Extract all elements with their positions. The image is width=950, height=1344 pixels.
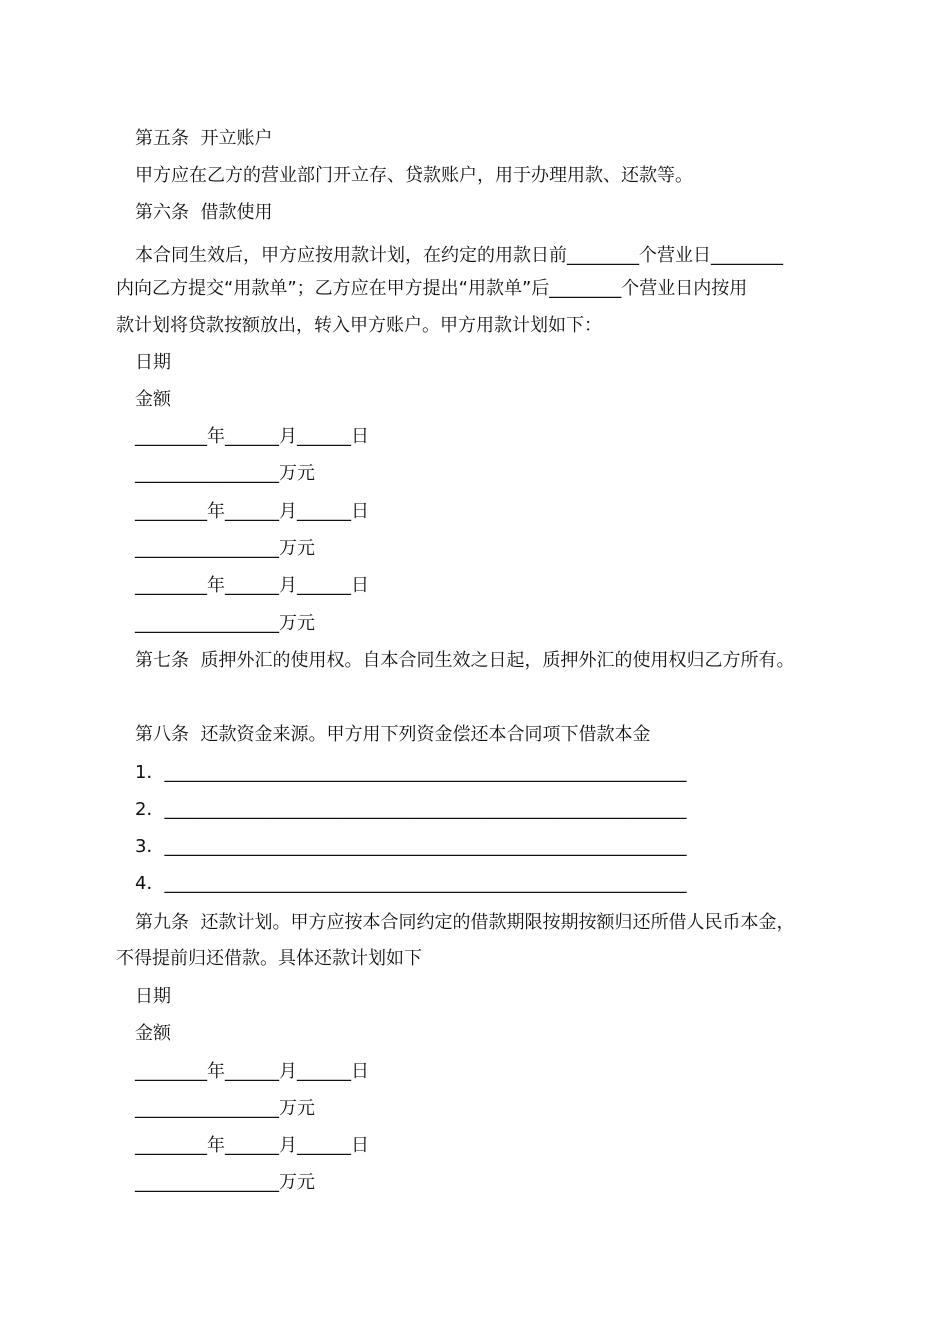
plan1-date-label: 日期 (135, 352, 171, 373)
plan2-row-date-1: ________年______月______日 (135, 1061, 369, 1082)
article-8-item-1: 1．__________________________________________________________ (135, 762, 687, 783)
article-9-line-2: 不得提前归还借款。具体还款计划如下 (116, 948, 422, 969)
article-5-body: 甲方应在乙方的营业部门开立存、贷款账户，用于办理用款、还款等。 (135, 165, 693, 186)
plan1-row-amount-3: ________________万元 (135, 613, 315, 634)
plan2-row-date-2: ________年______月______日 (135, 1135, 369, 1156)
article-6-title: 第六条 借款使用 (135, 202, 273, 223)
article-8-item-2: 2．__________________________________________________________ (135, 799, 687, 820)
article-8-item-4: 4．__________________________________________________________ (135, 873, 687, 894)
article-9-line-1: 第九条 还款计划。甲方应按本合同约定的借款期限按期按额归还所借人民币本金， (135, 912, 795, 933)
plan1-row-amount-2: ________________万元 (135, 538, 315, 559)
plan1-row-date-1: ________年______月______日 (135, 426, 369, 447)
article-8-item-3: 3．__________________________________________________________ (135, 836, 687, 857)
plan1-row-amount-1: ________________万元 (135, 463, 315, 484)
plan2-row-amount-1: ________________万元 (135, 1098, 315, 1119)
article-8-title: 第八条 还款资金来源。甲方用下列资金偿还本合同项下借款本金 (135, 724, 651, 745)
article-5-title: 第五条 开立账户 (135, 128, 273, 149)
article-6-body-line-1: 本合同生效后，甲方应按用款计划，在约定的用款日前________个营业日________ (135, 245, 783, 266)
plan2-row-amount-2: ________________万元 (135, 1172, 315, 1193)
plan2-date-label: 日期 (135, 986, 171, 1007)
plan1-row-date-3: ________年______月______日 (135, 575, 369, 596)
plan1-amount-label: 金额 (135, 389, 171, 410)
plan1-row-date-2: ________年______月______日 (135, 501, 369, 522)
plan2-amount-label: 金额 (135, 1023, 171, 1044)
article-6-body-line-3: 款计划将贷款按额放出，转入甲方账户。甲方用款计划如下： (116, 315, 602, 336)
article-6-body-line-2: 内向乙方提交“用款单”；乙方应在甲方提出“用款单”后________个营业日内按用 (116, 278, 748, 299)
article-7: 第七条 质押外汇的使用权。自本合同生效之日起，质押外汇的使用权归乙方所有。 (135, 650, 795, 671)
